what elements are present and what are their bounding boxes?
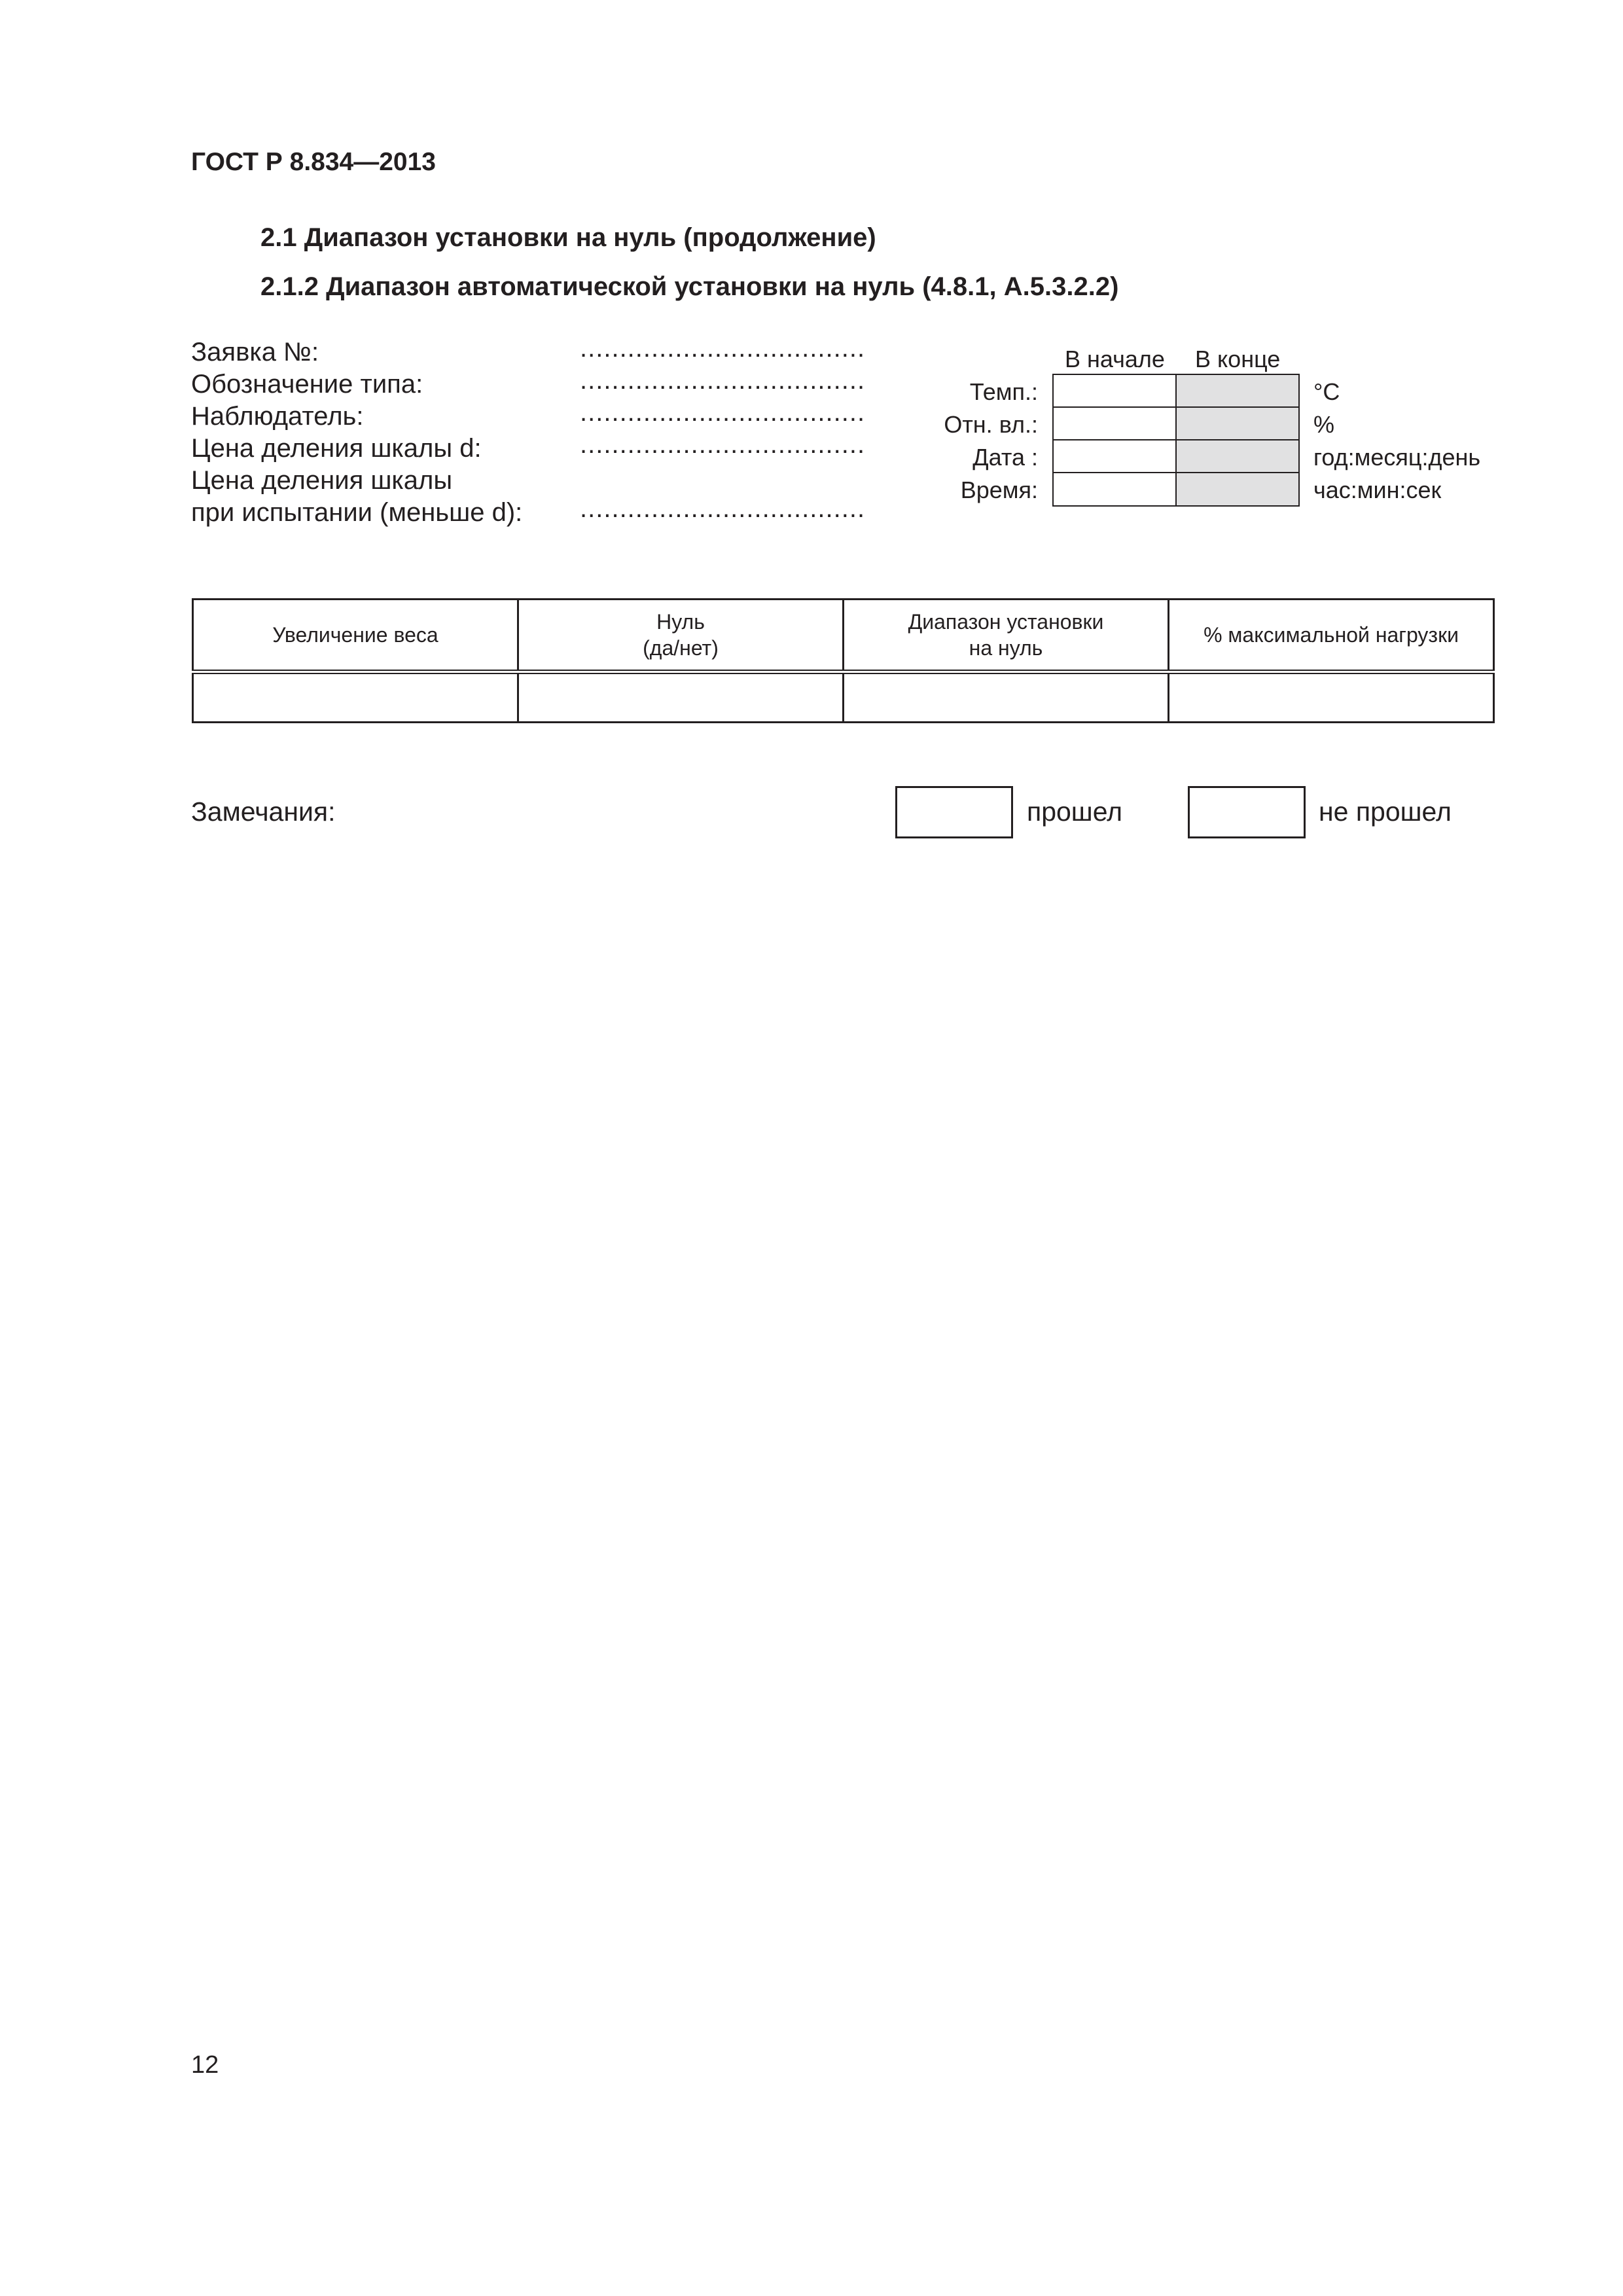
table-row bbox=[193, 672, 1494, 723]
table-cell[interactable] bbox=[844, 672, 1169, 723]
header-zero-sub: (да/нет) bbox=[643, 636, 719, 660]
cond-label-humidity: Отн. вл.: bbox=[944, 411, 1038, 438]
unit-date: год:месяц:день bbox=[1313, 444, 1481, 471]
application-input-line[interactable]: .................................... bbox=[580, 334, 866, 363]
observer-input-line[interactable]: .................................... bbox=[580, 398, 866, 427]
time-end-cell[interactable] bbox=[1175, 472, 1300, 507]
cond-label-date: Дата : bbox=[972, 444, 1038, 471]
field-observer-label: Наблюдатель: bbox=[191, 402, 364, 431]
table-cell[interactable] bbox=[1169, 672, 1494, 723]
passed-checkbox[interactable] bbox=[895, 786, 1013, 838]
field-type-designation-label: Обозначение типа: bbox=[191, 370, 423, 399]
header-zero bbox=[518, 600, 844, 672]
field-scale-division-label: Цена деления шкалы d: bbox=[191, 434, 482, 463]
field-scale-division bbox=[191, 433, 482, 465]
failed-label: не прошел bbox=[1319, 797, 1452, 827]
failed-checkbox[interactable] bbox=[1188, 786, 1306, 838]
date-start-cell[interactable] bbox=[1052, 439, 1177, 474]
unit-humidity: % bbox=[1313, 411, 1335, 438]
humidity-end-cell[interactable] bbox=[1175, 406, 1300, 441]
header-max-load-percent bbox=[1169, 600, 1494, 672]
table-cell[interactable] bbox=[193, 672, 518, 723]
time-start-cell[interactable] bbox=[1052, 472, 1177, 507]
header-max-load-percent-label: % максимальной нагрузки bbox=[1204, 623, 1459, 647]
field-scale-division-test-line1: Цена деления шкалы bbox=[191, 466, 453, 495]
page-number: 12 bbox=[191, 2051, 219, 2079]
unit-temp: °C bbox=[1313, 378, 1340, 405]
header-zero-label: Нуль bbox=[656, 610, 705, 634]
results-table bbox=[192, 598, 1495, 723]
subsection-title: 2.1.2 Диапазон автоматической установки на нуль (4.8.1, A.5.3.2.2) bbox=[260, 272, 1119, 301]
remarks-label: Замечания: bbox=[191, 797, 336, 827]
field-type-designation bbox=[191, 368, 423, 401]
date-end-cell[interactable] bbox=[1175, 439, 1300, 474]
type-designation-input-line[interactable]: .................................... bbox=[580, 366, 866, 395]
temp-start-cell[interactable] bbox=[1052, 374, 1177, 408]
scale-division-test-input-line[interactable]: .................................... bbox=[580, 494, 866, 523]
col-start-header: В начале bbox=[1065, 346, 1165, 372]
field-scale-division-test-line2: при испытании (меньше d): bbox=[191, 498, 523, 527]
header-zero-range bbox=[844, 600, 1169, 672]
cond-label-time: Время: bbox=[960, 476, 1038, 503]
header-weight-increase bbox=[193, 600, 518, 672]
header-zero-range-label: Диапазон установки bbox=[908, 610, 1104, 634]
field-observer bbox=[191, 401, 364, 433]
cond-label-temp: Темп.: bbox=[969, 378, 1038, 405]
scale-division-input-line[interactable]: .................................... bbox=[580, 430, 866, 459]
passed-label: прошел bbox=[1027, 797, 1123, 827]
temp-end-cell[interactable] bbox=[1175, 374, 1300, 408]
unit-time: час:мин:сек bbox=[1313, 476, 1442, 503]
header-zero-range-sub: на нуль bbox=[969, 636, 1043, 660]
table-cell[interactable] bbox=[518, 672, 844, 723]
table-header-row bbox=[193, 600, 1494, 672]
col-end-header: В конце bbox=[1195, 346, 1281, 372]
humidity-start-cell[interactable] bbox=[1052, 406, 1177, 441]
field-application-label: Заявка №: bbox=[191, 338, 319, 367]
field-application bbox=[191, 336, 319, 368]
section-title: 2.1 Диапазон установки на нуль (продолжение) bbox=[260, 223, 876, 252]
standard-number: ГОСТ Р 8.834—2013 bbox=[191, 148, 436, 176]
header-weight-increase-label: Увеличение веса bbox=[272, 623, 438, 647]
